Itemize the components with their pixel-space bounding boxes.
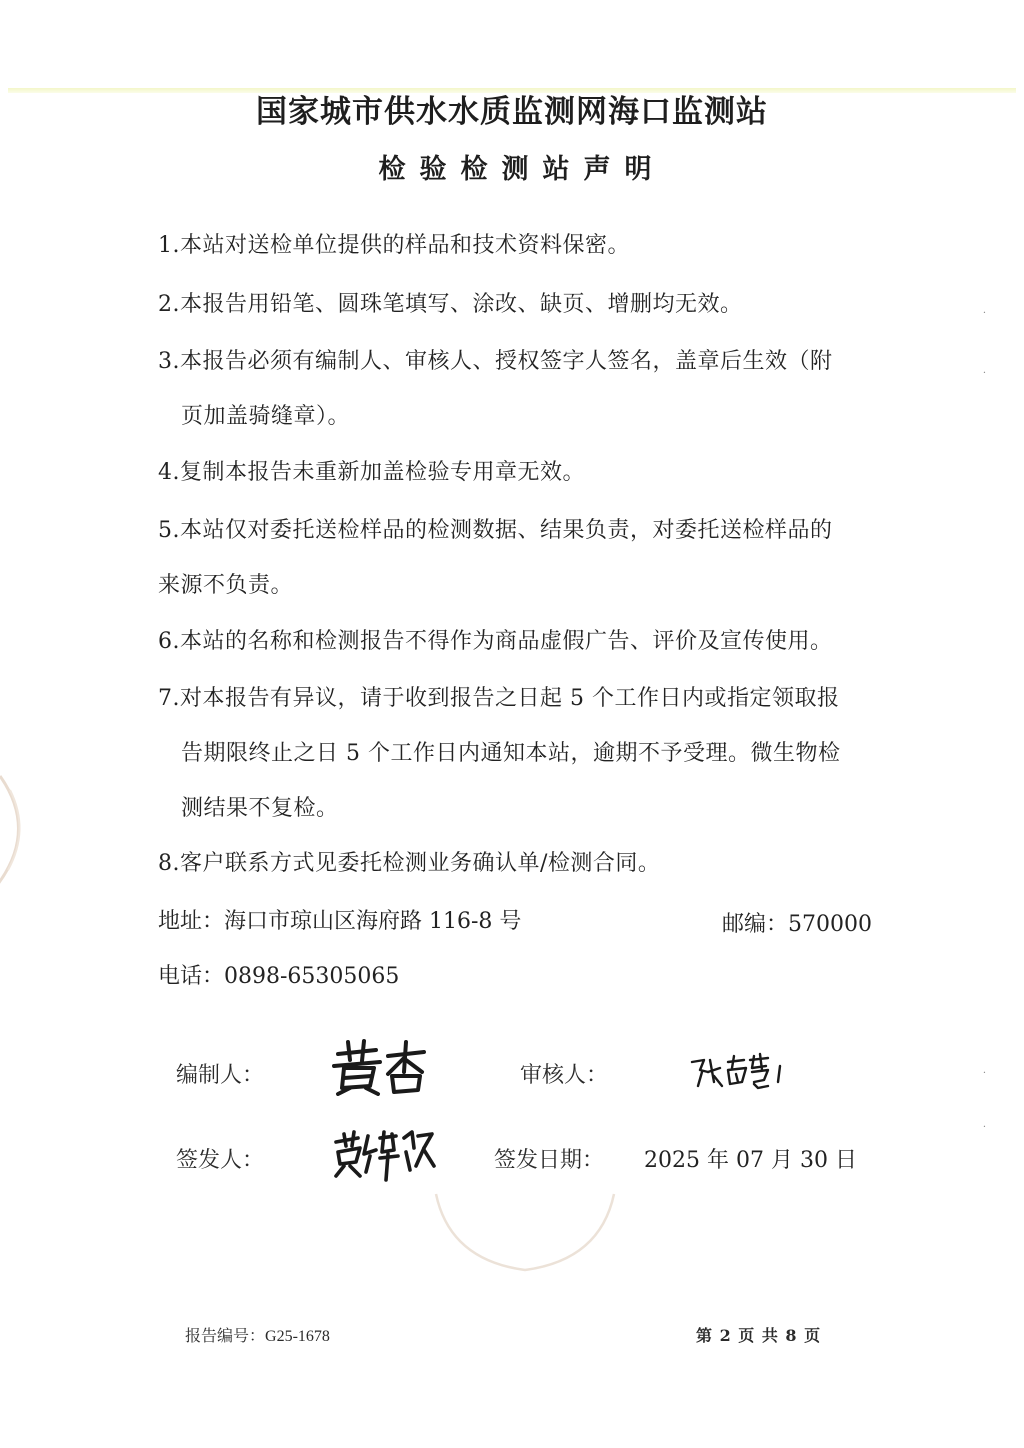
scan-edge-mark: · (982, 1122, 986, 1133)
page-indicator: 第 2 页 共 8 页 (696, 1326, 822, 1345)
issue-date-label: 签发日期： (494, 1148, 605, 1173)
clause-text: 复制本报告未重新加盖检验专用章无效。 (180, 460, 586, 485)
clause-4 (158, 445, 878, 500)
clause-continuation: 测结果不复检。 (181, 796, 339, 821)
clause-number: 1. (158, 233, 180, 258)
clause-continuation: 页加盖骑缝章）。 (181, 404, 351, 429)
reviewer-label: 审核人： (520, 1063, 609, 1088)
clause-3 (158, 334, 878, 444)
clause-number: 7. (158, 686, 180, 711)
page-title: 国家城市供水水质监测网海口监测站 (256, 94, 768, 130)
reviewer-signature (688, 1052, 798, 1092)
issue-date-value: 2025 年 07 月 30 日 (644, 1148, 857, 1173)
issuer-label: 签发人： (176, 1148, 265, 1173)
clause-number: 8. (158, 851, 180, 876)
clause-text: 本站对送检单位提供的样品和技术资料保密。 (180, 233, 631, 258)
issuer-signature (330, 1128, 440, 1184)
station-phone: 电话：0898-65305065 (158, 964, 400, 989)
clause-text: 对本报告有异议，请于收到报告之日起 5 个工作日内或指定领取报 (180, 686, 840, 711)
report-number-label: 报告编号： (185, 1326, 266, 1345)
clause-7 (158, 671, 878, 836)
scan-edge-mark: · (982, 1068, 986, 1079)
station-postcode: 邮编：570000 (722, 912, 872, 937)
station-address: 地址：海口市琼山区海府路 116-8 号 (158, 909, 522, 934)
scan-edge-mark: · (982, 368, 986, 379)
clause-continuation: 来源不负责。 (158, 573, 294, 598)
faint-seal-left (0, 770, 40, 890)
clause-text: 客户联系方式见委托检测业务确认单/检测合同。 (180, 851, 661, 876)
clause-text: 本报告用铅笔、圆珠笔填写、涂改、缺页、增删均无效。 (180, 292, 743, 317)
clause-text: 本站仅对委托送检样品的检测数据、结果负责，对委托送检样品的 (180, 518, 833, 543)
clause-number: 3. (158, 349, 180, 374)
clause-number: 6. (158, 629, 180, 654)
clause-number: 4. (158, 460, 180, 485)
page-subtitle: 检验检测站声明 (378, 154, 666, 185)
clause-1 (158, 218, 878, 273)
faint-seal-bottom (430, 1190, 620, 1280)
report-number-value: G25-1678 (265, 1328, 330, 1345)
compiler-label: 编制人： (176, 1063, 265, 1088)
clause-continuation: 告期限终止之日 5 个工作日内通知本站，逾期不予受理。微生物检 (181, 741, 841, 766)
scan-edge-mark: · (982, 308, 986, 319)
clause-text: 本站的名称和检测报告不得作为商品虚假广告、评价及宣传使用。 (180, 629, 833, 654)
clause-text: 本报告必须有编制人、审核人、授权签字人签名，盖章后生效（附 (180, 349, 833, 374)
compiler-signature (330, 1036, 430, 1096)
clause-6 (158, 614, 878, 669)
report-number (185, 1323, 330, 1346)
clause-number: 2. (158, 292, 180, 317)
clause-2 (158, 277, 878, 332)
clause-8 (158, 836, 878, 891)
clause-5 (158, 503, 878, 613)
clause-number: 5. (158, 518, 180, 543)
